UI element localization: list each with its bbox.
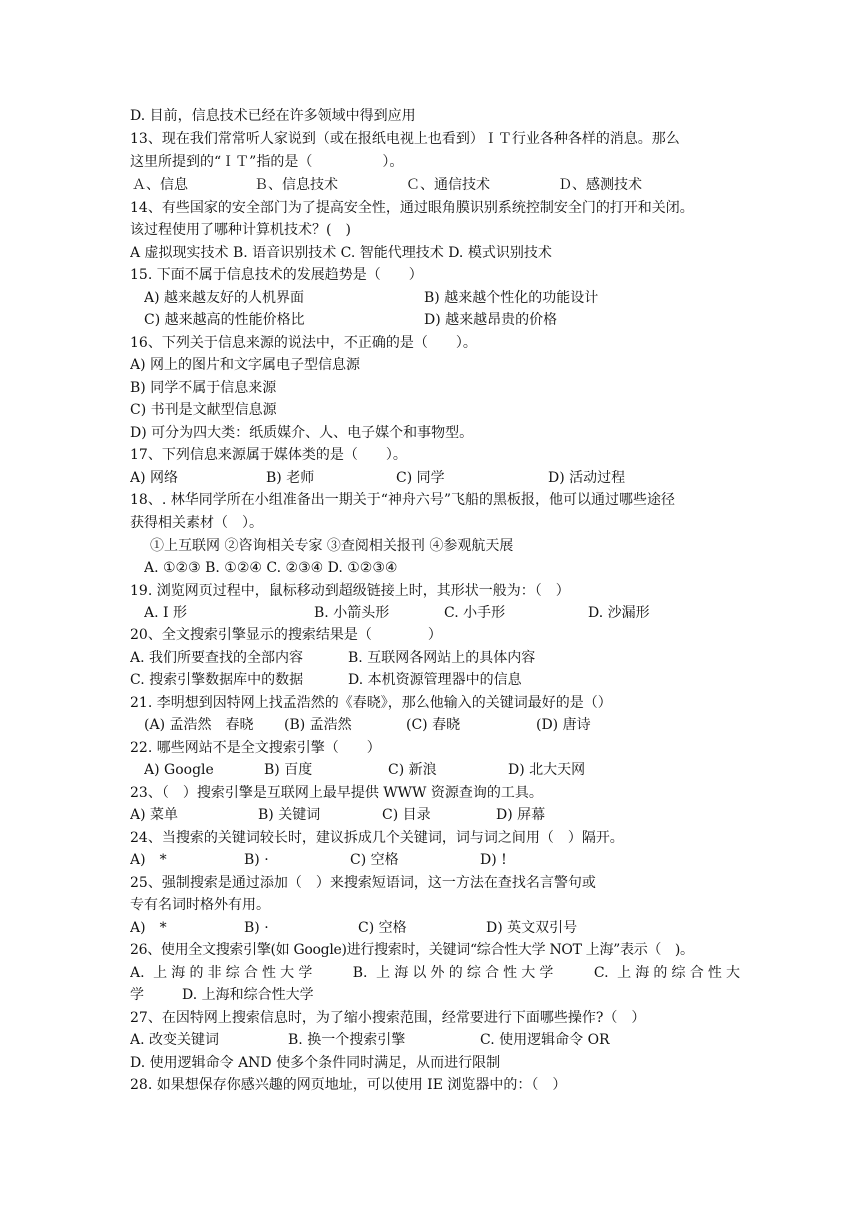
option-a: A. 我们所要查找的全部内容 (130, 650, 304, 666)
options-line: A. 上海的非综合性大学 B. 上海以外的综合性大学 C. 上海的综合性大 (130, 965, 740, 981)
options-row (130, 670, 740, 690)
option-c: Ｃ、通信技术 (406, 177, 490, 193)
option-a: A) 网络 (130, 470, 179, 486)
option-c: C) 书刊是文献型信息源 (130, 402, 277, 418)
options-row (130, 805, 740, 825)
question-23: 23、（ ）搜索引擎是互联网上最早提供 WWW 资源查询的工具。 (130, 785, 543, 801)
option-d: Ｄ、感测技术 (558, 177, 642, 193)
option-a: A) 越来越友好的人机界面 (144, 290, 305, 306)
option-b: B. 互联网各网站上的具体内容 (348, 650, 536, 666)
option-c: C) 空格 (350, 852, 399, 868)
option-c: C. 小手形 (444, 605, 506, 621)
question-26: 26、使用全文搜索引擎(如 Google)进行搜索时，关键词“综合性大学 NOT 上海”表示（ )。 (130, 942, 694, 958)
option-d: D) 活动过程 (548, 470, 626, 486)
option-c: C) 空格 (358, 920, 407, 936)
option-b: B) 关键词 (258, 807, 321, 823)
question-28: 28. 如果想保存你感兴趣的网页地址，可以使用 IE 浏览器中的：（ ） (130, 1077, 567, 1093)
option-c: C) 新浪 (388, 762, 437, 778)
question-14: 14、有些国家的安全部门为了提高安全性，通过眼角膜识别系统控制安全门的打开和关闭。 (130, 200, 694, 216)
options-row (144, 288, 754, 308)
option-b: B. 换一个搜索引擎 (288, 1032, 406, 1048)
option-b: B) 老师 (266, 470, 315, 486)
text-line: 专有名词时格外有用。 (130, 897, 270, 913)
option-d: D. 上海和综合性大学 (182, 987, 314, 1003)
option-d: D) 可分为四大类：纸质媒介、人、电子媒个和事物型。 (130, 425, 474, 441)
options-row (144, 603, 754, 623)
option-a: A. I 形 (144, 605, 187, 621)
text-line: D. 目前，信息技术已经在许多领域中得到应用 (130, 108, 416, 124)
text-line: 这里所提到的“ＩＴ”指的是（ ）。 (130, 154, 404, 170)
text-line: ①上互联网 ②咨询相关专家 ③查阅相关报刊 ④参观航天展 (150, 538, 514, 554)
question-20: 20、全文搜索引擎显示的搜索结果是（ ） (130, 627, 442, 643)
question-16: 16、下列关于信息来源的说法中，不正确的是（ ）。 (130, 335, 477, 351)
option-b: B) 同学不属于信息来源 (130, 380, 277, 396)
question-19: 19. 浏览网页过程中，鼠标移动到超级链接上时，其形状一般为：（ ） (130, 583, 570, 599)
options-row (130, 1030, 740, 1050)
option-d: D) 英文双引号 (486, 920, 578, 936)
question-18: 18、. 林华同学所在小组准备出一期关于“神舟六号”飞船的黑板报，他可以通过哪些途径 (130, 492, 676, 508)
option-b: B) · (244, 920, 269, 936)
question-21: 21. 李明想到因特网上找孟浩然的《春晓》，那么他输入的关键词最好的是（） (130, 695, 612, 711)
option-d: D) 屏幕 (496, 807, 546, 823)
option-b: Ｂ、信息技术 (254, 177, 338, 193)
option-c: C) 目录 (382, 807, 431, 823)
option-b: B. 小箭头形 (314, 605, 390, 621)
option-d: D) ! (480, 852, 507, 868)
options-row (130, 850, 740, 870)
option-d: D) 越来越昂贵的价格 (424, 312, 558, 328)
question-15: 15. 下面不属于信息技术的发展趋势是（ ） (130, 267, 423, 283)
option-b: B) 越来越个性化的功能设计 (424, 290, 599, 306)
option-a: (A) 孟浩然 春晓 (144, 717, 254, 733)
options-line: A. ①②③ B. ①②④ C. ②③④ D. ①②③④ (144, 560, 398, 576)
option-a: A) * (130, 852, 167, 868)
options-line: A 虚拟现实技术 B. 语音识别技术 C. 智能代理技术 D. 模式识别技术 (130, 245, 552, 261)
option-c: (C) 春晓 (406, 717, 461, 733)
option-d: D. 使用逻辑命令 AND 使多个条件同时满足，从而进行限制 (130, 1055, 501, 1071)
option-b: B) · (244, 852, 269, 868)
question-13: 13、现在我们常常听人家说到（或在报纸电视上也看到）ＩＴ行业各种各样的消息。那么 (130, 131, 680, 147)
option-c: C. 使用逻辑命令 OR (480, 1032, 610, 1048)
options-row (130, 918, 740, 938)
options-row (144, 760, 754, 780)
option-d: D. 沙漏形 (588, 605, 650, 621)
option-d: (D) 唐诗 (536, 717, 591, 733)
option-d: D. 本机资源管理器中的信息 (348, 672, 522, 688)
question-24: 24、当搜索的关键词较长时，建议拆成几个关键词，词与词之间用（ ）隔开。 (130, 830, 624, 846)
text-line: 获得相关素材（ ）。 (130, 515, 263, 531)
option-a: A) 菜单 (130, 807, 179, 823)
question-27: 27、在因特网上搜索信息时，为了缩小搜索范围，经常要进行下面哪些操作?（ ） (130, 1010, 646, 1026)
option-a: Ａ、信息 (132, 177, 188, 193)
option-b: B) 百度 (264, 762, 313, 778)
option-b: (B) 孟浩然 (284, 717, 352, 733)
option-a: A) 网上的图片和文字属电子型信息源 (130, 357, 361, 373)
option-a: A. 改变关键词 (130, 1032, 220, 1048)
options-row (130, 175, 740, 195)
options-row (144, 310, 754, 330)
text-line: 该过程使用了哪种计算机技术？( ) (130, 222, 351, 238)
option-d: D) 北大天网 (508, 762, 586, 778)
options-row (130, 648, 740, 668)
options-row (130, 985, 740, 1005)
option-c: C. 搜索引擎数据库中的数据 (130, 672, 304, 688)
option-a: A) * (130, 920, 167, 936)
text-fragment: 学 (130, 987, 144, 1003)
options-row (144, 715, 754, 735)
question-22: 22. 哪些网站不是全文搜索引擎（ ） (130, 740, 381, 756)
question-17: 17、下列信息来源属于媒体类的是（ ）。 (130, 447, 407, 463)
option-c: C) 越来越高的性能价格比 (144, 312, 305, 328)
options-row (130, 468, 740, 488)
option-c: C) 同学 (396, 470, 445, 486)
question-25: 25、强制搜索是通过添加（ ）来搜索短语词，这一方法在查找名言警句或 (130, 875, 596, 891)
option-a: A) Google (144, 762, 214, 778)
